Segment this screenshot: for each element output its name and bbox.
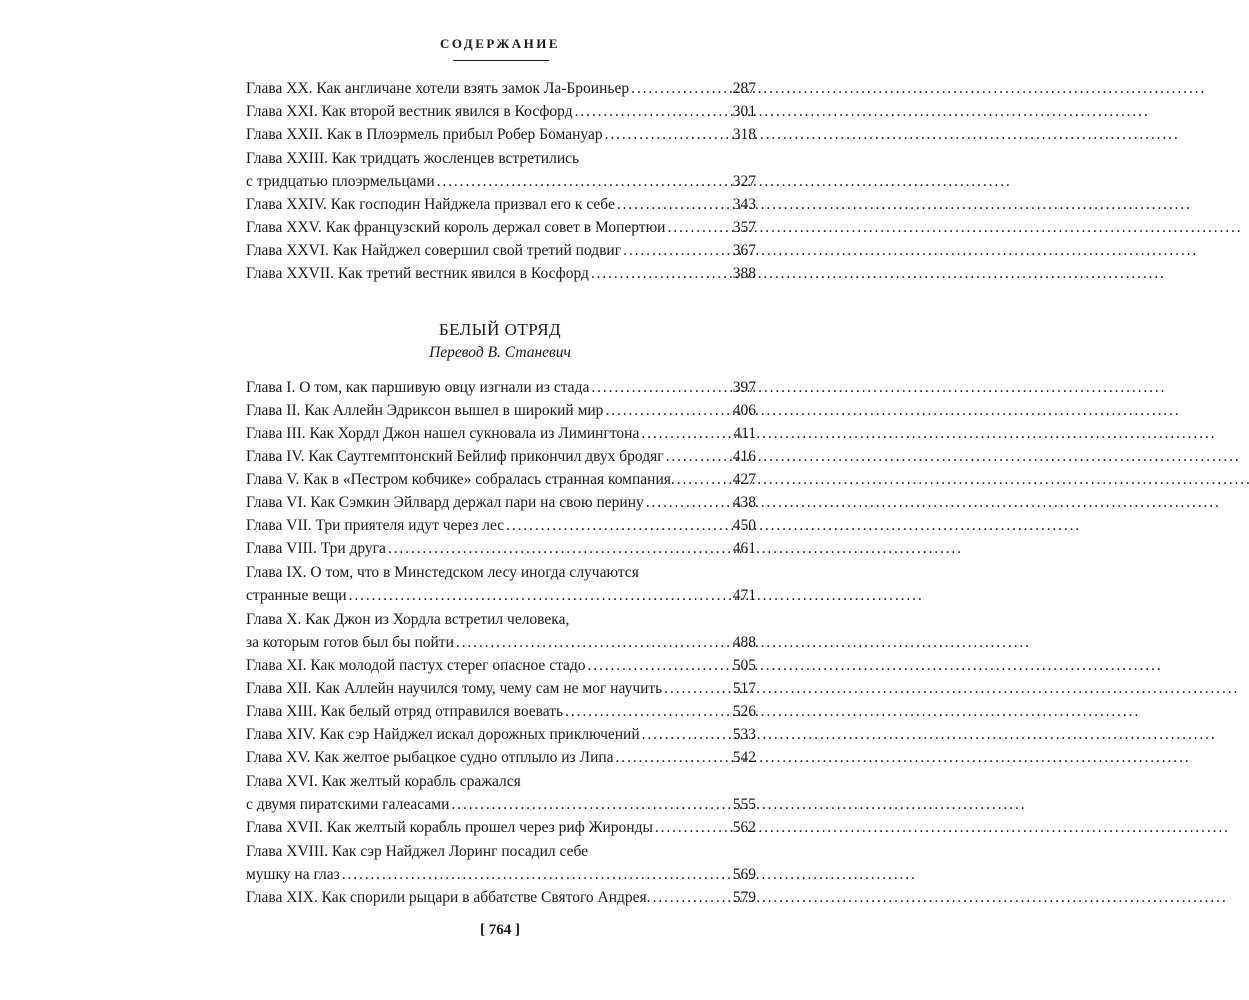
toc-entry-title: Глава XIV. Как сэр Найджел искал дорожных приключений bbox=[246, 726, 640, 743]
toc-entry bbox=[246, 445, 756, 468]
toc-entry-title: мушку на глаз bbox=[246, 866, 340, 883]
dot-leader bbox=[504, 514, 733, 537]
toc-entry bbox=[246, 677, 756, 700]
dot-leader bbox=[586, 654, 733, 677]
toc-entry-page: 542 bbox=[732, 749, 756, 766]
toc-entry bbox=[246, 399, 756, 422]
toc-entry bbox=[246, 746, 756, 769]
dot-leader bbox=[603, 123, 733, 146]
toc-entry-page: 327 bbox=[732, 173, 756, 190]
toc-entry-page: 367 bbox=[732, 242, 756, 259]
toc-entry-title: Глава XVIII. Как сэр Найджел Лоринг посадил себе bbox=[246, 843, 589, 860]
toc-entry bbox=[246, 723, 756, 746]
toc-entry bbox=[246, 77, 756, 100]
dot-leader bbox=[662, 677, 732, 700]
header-rule bbox=[453, 60, 549, 61]
toc-entry-title: Глава XVI. Как желтый корабль сражался bbox=[246, 773, 521, 790]
toc-entry bbox=[246, 376, 756, 399]
dot-leader bbox=[644, 491, 733, 514]
toc-entry-page: 416 bbox=[732, 448, 756, 465]
toc-entry-page: 301 bbox=[732, 103, 756, 120]
toc-entry-page: 579 bbox=[732, 889, 756, 906]
toc-list-part2 bbox=[246, 376, 756, 909]
section-translator: Перевод В. Станевич bbox=[429, 344, 571, 361]
dot-leader bbox=[589, 262, 733, 285]
dot-leader bbox=[640, 723, 733, 746]
toc-entry bbox=[246, 654, 756, 677]
toc-entry bbox=[246, 239, 756, 262]
dot-leader bbox=[340, 863, 733, 886]
dot-leader bbox=[435, 170, 733, 193]
toc-entry bbox=[246, 886, 756, 909]
toc-entry bbox=[246, 537, 756, 560]
dot-leader bbox=[573, 100, 733, 123]
toc-entry-title: Глава XVII. Как желтый корабль прошел через риф Жиронды bbox=[246, 819, 653, 836]
toc-entry-title: странные вещи bbox=[246, 587, 347, 604]
toc-entry bbox=[246, 491, 756, 514]
toc-entry bbox=[246, 422, 756, 445]
toc-entry-page: 427 bbox=[732, 471, 756, 488]
toc-entry-title: с тридцатью плоэрмельцами bbox=[246, 173, 435, 190]
running-header: СОДЕРЖАНИЕ bbox=[439, 36, 561, 51]
toc-entry-page: 488 bbox=[732, 634, 756, 651]
toc-entry-title: за которым готов был бы пойти bbox=[246, 634, 454, 651]
section-title: БЕЛЫЙ ОТРЯД bbox=[438, 320, 562, 339]
toc-entry-page: 533 bbox=[732, 726, 756, 743]
toc-entry bbox=[246, 770, 756, 816]
toc-entry-title: Глава XXVI. Как Найджел совершил свой третий подвиг bbox=[246, 242, 622, 259]
toc-entry-title: Глава X. Как Джон из Хордла встретил человека, bbox=[246, 611, 570, 628]
toc-entry-title: Глава III. Как Хордл Джон нашел сукновала из Лимингтона bbox=[246, 425, 640, 442]
dot-leader bbox=[639, 422, 733, 445]
toc-entry-page: 461 bbox=[732, 540, 756, 557]
dot-leader bbox=[589, 376, 732, 399]
toc-entry-title: Глава XXV. Как французский король держал совет в Мопертюи bbox=[246, 219, 666, 236]
dot-leader bbox=[454, 631, 733, 654]
toc-entry-page: 569 bbox=[732, 866, 756, 883]
dot-leader bbox=[665, 216, 732, 239]
toc-entry-title: с двумя пиратскими галеасами bbox=[246, 796, 450, 813]
toc-entry-title: Глава XXII. Как в Плоэрмель прибыл Робер Бомануар bbox=[246, 126, 603, 143]
dot-leader bbox=[563, 700, 733, 723]
toc-entry-title: Глава XI. Как молодой пастух стерег опасное стадо bbox=[246, 657, 586, 674]
toc-entry bbox=[246, 100, 756, 123]
toc-entry bbox=[246, 700, 756, 723]
toc-entry bbox=[246, 816, 756, 839]
toc-entry-page: 343 bbox=[732, 196, 756, 213]
toc-entry-title: Глава IX. О том, что в Минстедском лесу иногда случаются bbox=[246, 564, 639, 581]
toc-entry-page: 505 bbox=[732, 657, 756, 674]
page-number: [ 764 ] bbox=[480, 922, 520, 938]
toc-entry-title: Глава XIII. Как белый отряд отправился воевать bbox=[246, 703, 564, 720]
dot-leader bbox=[615, 193, 733, 216]
dot-leader bbox=[629, 77, 733, 100]
dot-leader bbox=[603, 399, 732, 422]
dot-leader bbox=[347, 584, 733, 607]
dot-leader bbox=[675, 468, 733, 491]
toc-entry-title: Глава XXVII. Как третий вестник явился в Косфорд bbox=[246, 265, 589, 282]
toc-entry-title: Глава XXI. Как второй вестник явился в Косфорд bbox=[246, 103, 573, 120]
toc-entry-page: 517 bbox=[732, 680, 756, 697]
dot-leader bbox=[614, 746, 733, 769]
toc-entry-page: 555 bbox=[732, 796, 756, 813]
toc-entry bbox=[246, 123, 756, 146]
toc-entry-page: 406 bbox=[732, 402, 756, 419]
toc-entry-page: 471 bbox=[732, 587, 756, 604]
toc-entry-title: Глава XXIII. Как тридцать жосленцев встретились bbox=[246, 150, 580, 167]
toc-entry-page: 357 bbox=[732, 219, 756, 236]
toc-entry-page: 411 bbox=[733, 425, 756, 442]
toc-entry-title: Глава IV. Как Саутгемптонский Бейлиф прикончил двух бродяг bbox=[246, 448, 664, 465]
toc-entry-title: Глава XX. Как англичане хотели взять замок Ла-Броиньер bbox=[246, 80, 630, 97]
toc-entry-page: 562 bbox=[732, 819, 756, 836]
toc-entry bbox=[246, 193, 756, 216]
toc-entry bbox=[246, 216, 756, 239]
toc-entry-title: Глава V. Как в «Пестром кобчике» собралась странная компания. bbox=[246, 471, 675, 488]
dot-leader bbox=[651, 886, 733, 909]
toc-entry bbox=[246, 147, 756, 193]
dot-leader bbox=[386, 537, 733, 560]
toc-entry-page: 397 bbox=[732, 379, 756, 396]
toc-entry-page: 318 bbox=[732, 126, 756, 143]
toc-entry-title: Глава XXIV. Как господин Найджела призвал его к себе bbox=[246, 196, 615, 213]
toc-entry-title: Глава XIX. Как спорили рыцари в аббатстве Святого Андрея. bbox=[246, 889, 651, 906]
toc-entry-title: Глава I. О том, как паршивую овцу изгнали из стада bbox=[246, 379, 590, 396]
toc-entry bbox=[246, 608, 756, 654]
toc-entry-page: 526 bbox=[732, 703, 756, 720]
toc-entry-title: Глава VI. Как Сэмкин Эйлвард держал пари на свою перину bbox=[246, 494, 644, 511]
toc-entry bbox=[246, 514, 756, 537]
dot-leader bbox=[449, 793, 732, 816]
toc-entry-page: 450 bbox=[732, 517, 756, 534]
toc-entry bbox=[246, 840, 756, 886]
toc-entry bbox=[246, 468, 756, 491]
toc-entry-title: Глава II. Как Аллейн Эдриксон вышел в широкий мир bbox=[246, 402, 604, 419]
toc-entry-title: Глава XII. Как Аллейн научился тому, чему сам не мог научить bbox=[246, 680, 663, 697]
toc-entry bbox=[246, 262, 756, 285]
toc-entry-title: Глава VIII. Три друга bbox=[246, 540, 386, 557]
toc-entry-title: Глава XV. Как желтое рыбацкое судно отплыло из Липа bbox=[246, 749, 614, 766]
toc-entry-title: Глава VII. Три приятеля идут через лес bbox=[246, 517, 505, 534]
toc-entry-page: 287 bbox=[732, 80, 756, 97]
toc-list-part1 bbox=[246, 77, 756, 285]
dot-leader bbox=[621, 239, 733, 262]
dot-leader bbox=[653, 816, 733, 839]
toc-entry-page: 438 bbox=[732, 494, 756, 511]
toc-entry bbox=[246, 561, 756, 607]
toc-entry-page: 388 bbox=[732, 265, 756, 282]
dot-leader bbox=[664, 445, 733, 468]
